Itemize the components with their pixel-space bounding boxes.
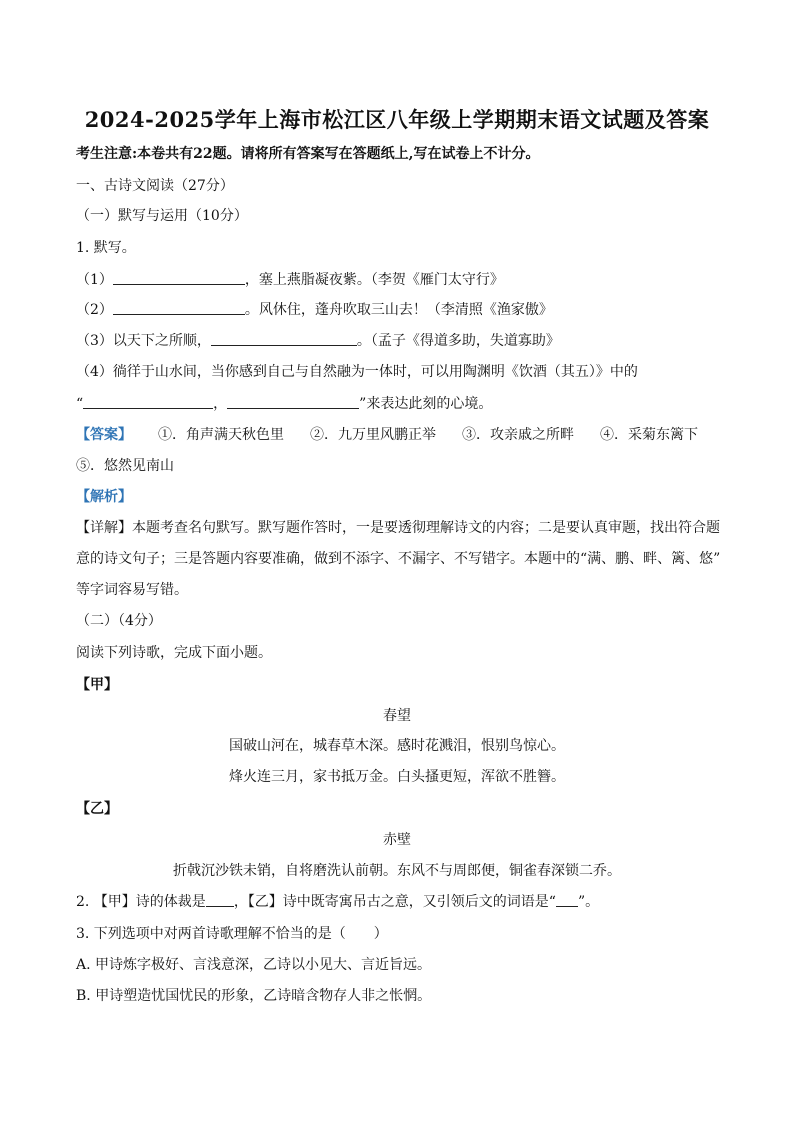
answer-blank bbox=[206, 893, 234, 907]
detail-line-2: 意的诗文句子；三是答题内容要准确，做到不添字、不漏字、不写错字。本题中的“满、鹏、畔、篱、悠” bbox=[76, 551, 721, 567]
option-a: A. 甲诗炼字极好、言浅意深，乙诗以小见大、言近旨远。 bbox=[76, 957, 432, 973]
subsection-heading: （一）默写与运用（10分） bbox=[76, 208, 248, 224]
answer-item: ④．采菊东篱下 bbox=[600, 427, 698, 443]
answer-label: 【答案】 bbox=[76, 427, 132, 443]
item-number: （2） bbox=[76, 302, 113, 318]
question-1-2 bbox=[76, 300, 718, 320]
question-1-4-blanks bbox=[76, 394, 718, 414]
answer-blank bbox=[556, 893, 578, 907]
poem-1-line-2: 烽火连三月，家书抵万金。白头搔更短，浑欲不胜簪。 bbox=[229, 769, 565, 785]
option-b: B. 甲诗塑造忧国忧民的形象，乙诗暗含物存人非之怅惘。 bbox=[76, 988, 432, 1004]
answer-blank bbox=[227, 395, 359, 409]
detail-line-1: 【详解】本题考查名句默写。默写题作答时，一是要透彻理解诗文的内容；二是要认真审题，找出符合题 bbox=[76, 520, 720, 536]
open-quote: “ bbox=[76, 396, 84, 412]
poem-1-title: 春望 bbox=[383, 708, 411, 724]
question-1-3 bbox=[76, 331, 718, 351]
reading-instruction: 阅读下列诗歌，完成下面小题。 bbox=[76, 645, 272, 661]
q2-part-b: ，【乙】诗中既寄寓吊古之意，又引领后文的词语是“ bbox=[233, 894, 556, 910]
answer-blank bbox=[113, 271, 245, 285]
item-text: 。（孟子《得道多助，失道寡助》 bbox=[356, 333, 560, 349]
answer-blank bbox=[113, 301, 245, 315]
item-prefix: （3）以天下之所顺， bbox=[76, 333, 211, 349]
question-3: 3. 下列选项中对两首诗歌理解不恰当的是（ ） bbox=[76, 926, 388, 942]
answer-item: ②．九万里风鹏正举 bbox=[310, 427, 436, 443]
exam-notice: 考生注意:本卷共有22题。请将所有答案写在答题纸上,写在试卷上不计分。 bbox=[76, 146, 540, 162]
q2-part-a: 2. 【甲】诗的体裁是 bbox=[76, 894, 206, 910]
item-number: （1） bbox=[76, 272, 113, 288]
answer-item: ③．攻亲戚之所畔 bbox=[462, 427, 574, 443]
subsection-heading-2: （二）（4分） bbox=[76, 613, 162, 629]
close-text: ”来表达此刻的心境。 bbox=[359, 396, 493, 412]
item-text: 。风休住，蓬舟吹取三山去！（李清照《渔家傲》 bbox=[244, 302, 553, 318]
poem-label-yi: 【乙】 bbox=[76, 801, 118, 817]
poem-1-line-1: 国破山河在，城春草木深。感时花溅泪，恨别鸟惊心。 bbox=[229, 738, 565, 754]
q2-part-c: ”。 bbox=[577, 894, 600, 910]
document-title: 2024-2025学年上海市松江区八年级上学期期末语文试题及答案 bbox=[84, 107, 710, 132]
section-heading: 一、古诗文阅读（27分） bbox=[76, 178, 234, 194]
question-1-1 bbox=[76, 270, 718, 290]
answer-item: ①．角声满天秋色里 bbox=[158, 427, 284, 443]
poem-label-jia: 【甲】 bbox=[76, 677, 118, 693]
answer-item-5: ⑤．悠然见南山 bbox=[76, 458, 174, 474]
poem-2-title: 赤壁 bbox=[383, 832, 411, 848]
item-text: ，塞上燕脂凝夜紫。（李贺《雁门太守行》 bbox=[244, 272, 504, 288]
answer-blank bbox=[211, 332, 357, 346]
question-2 bbox=[76, 892, 718, 912]
detail-line-3: 等字词容易写错。 bbox=[76, 582, 188, 598]
analysis-label: 【解析】 bbox=[76, 489, 132, 505]
question-1-4: （4）徜徉于山水间，当你感到自己与自然融为一体时，可以用陶渊明《饮酒（其五）》中的 bbox=[76, 364, 638, 380]
answer-row bbox=[76, 425, 718, 445]
answer-blank bbox=[83, 395, 213, 409]
poem-2-line-1: 折戟沉沙铁未销，自将磨洗认前朝。东风不与周郎便，铜雀春深锁二乔。 bbox=[173, 863, 621, 879]
comma: ， bbox=[213, 396, 228, 412]
question-1: 1. 默写。 bbox=[76, 240, 136, 256]
